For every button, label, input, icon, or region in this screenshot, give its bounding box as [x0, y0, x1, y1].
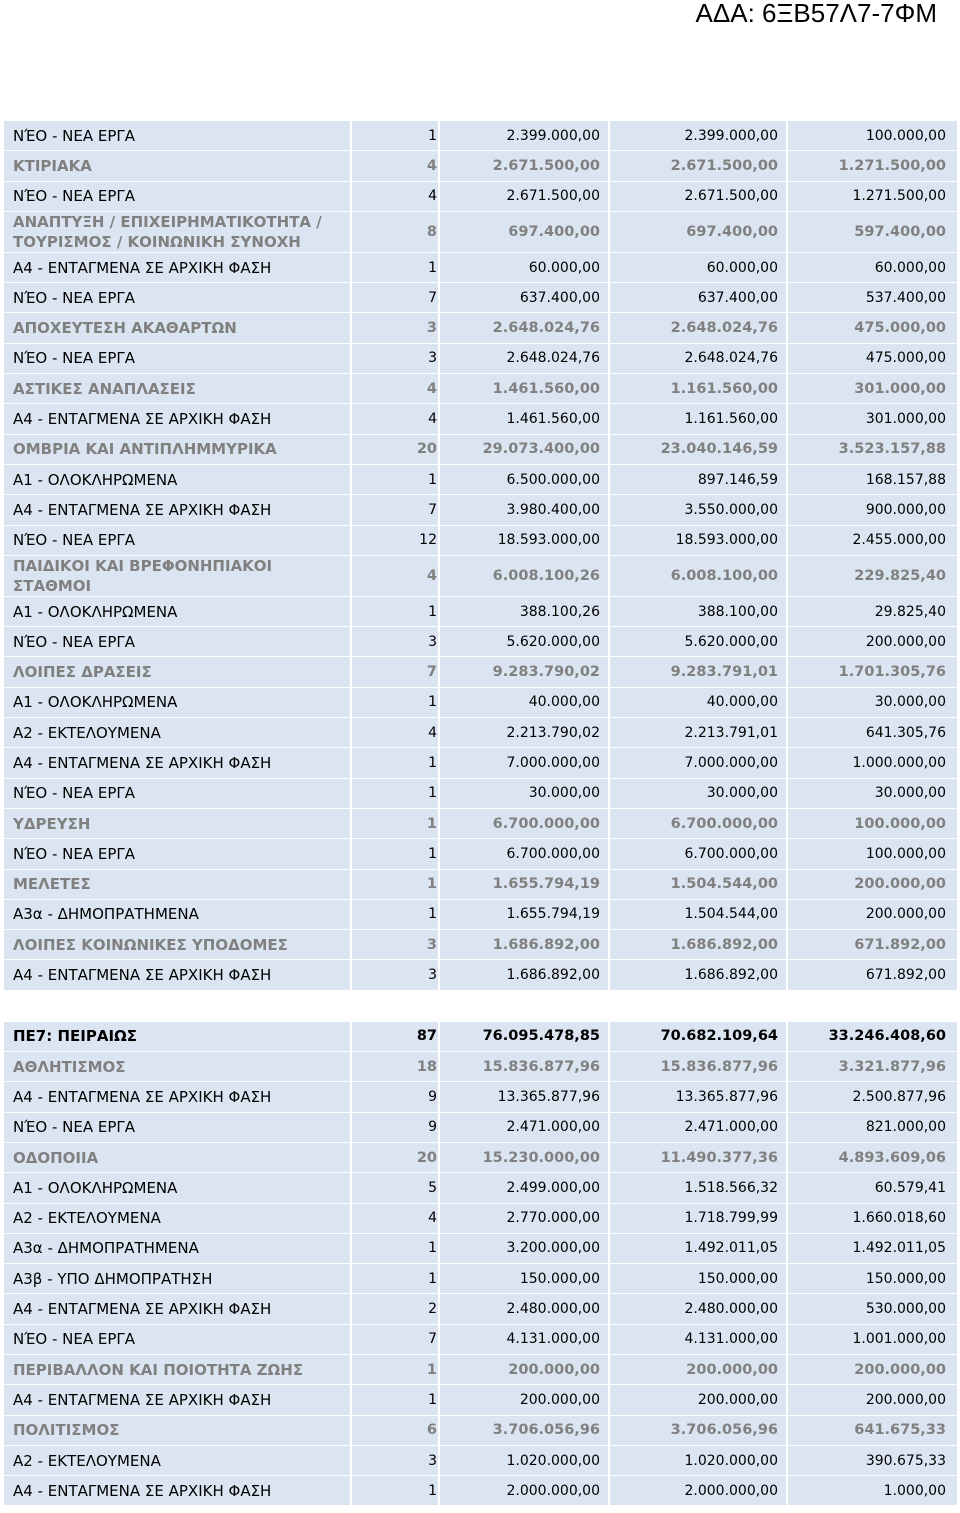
row-name: ΠΟΛΙΤΙΣΜΟΣ: [4, 1416, 352, 1446]
row-count: 1: [352, 597, 440, 627]
row-value-2: 1.504.544,00: [610, 900, 788, 930]
item-row: [4, 1234, 957, 1264]
row-name: Α1 - ΟΛΟΚΛΗΡΩΜΕΝΑ: [4, 1173, 352, 1203]
row-value-3: 100.000,00: [788, 839, 957, 869]
row-value-1: 15.836.877,96: [440, 1052, 610, 1082]
row-count: 1: [352, 1385, 440, 1415]
row-value-1: 4.131.000,00: [440, 1325, 610, 1355]
row-value-2: 150.000,00: [610, 1264, 788, 1294]
item-row: [4, 344, 957, 374]
row-value-1: 2.213.790,02: [440, 718, 610, 748]
row-value-1: 2.770.000,00: [440, 1204, 610, 1234]
row-value-2: 1.504.544,00: [610, 870, 788, 900]
row-value-3: 4.893.609,06: [788, 1143, 957, 1173]
row-value-1: 2.399.000,00: [440, 121, 610, 151]
row-name: Α2 - ΕΚΤΕΛΟΥΜΕΝΑ: [4, 718, 352, 748]
row-value-1: 2.499.000,00: [440, 1173, 610, 1203]
category-row: [4, 809, 957, 839]
row-value-2: 2.671.500,00: [610, 151, 788, 181]
row-value-1: 2.480.000,00: [440, 1294, 610, 1324]
item-row: [4, 900, 957, 930]
row-value-3: 30.000,00: [788, 688, 957, 718]
row-value-2: 2.399.000,00: [610, 121, 788, 151]
row-name: ΠΕ7: ΠΕΙΡΑΙΩΣ: [4, 1022, 352, 1052]
row-value-3: 150.000,00: [788, 1264, 957, 1294]
ada-code: ΑΔΑ: 6ΞΒ57Λ7-7ΦΜ: [695, 0, 937, 28]
category-row: [4, 151, 957, 181]
row-value-1: 3.706.056,96: [440, 1416, 610, 1446]
row-value-1: 1.020.000,00: [440, 1446, 610, 1476]
row-value-1: 200.000,00: [440, 1355, 610, 1385]
row-value-3: 1.271.500,00: [788, 182, 957, 212]
row-value-1: 6.500.000,00: [440, 465, 610, 495]
row-value-2: 1.161.560,00: [610, 404, 788, 434]
row-value-2: 60.000,00: [610, 253, 788, 283]
row-count: 3: [352, 930, 440, 960]
category-row: [4, 657, 957, 687]
row-value-2: 40.000,00: [610, 688, 788, 718]
row-name: ΝΈΟ - ΝΕΑ ΕΡΓΑ: [4, 526, 352, 556]
row-value-1: 2.648.024,76: [440, 313, 610, 343]
row-value-3: 3.321.877,96: [788, 1052, 957, 1082]
row-count: 1: [352, 809, 440, 839]
row-value-2: 2.213.791,01: [610, 718, 788, 748]
row-name: ΑΝΑΠΤΥΞΗ / ΕΠΙΧΕΙΡΗΜΑΤΙΚΟΤΗΤΑ / ΤΟΥΡΙΣΜΟΣ / ΚΟΙΝΩΝΙΚΗ ΣΥΝΟΧΗ: [4, 212, 352, 253]
row-value-2: 637.400,00: [610, 283, 788, 313]
row-name: Α3β - ΥΠΟ ΔΗΜΟΠΡΑΤΗΣΗ: [4, 1264, 352, 1294]
row-count: 1: [352, 839, 440, 869]
category-row: [4, 1355, 957, 1385]
row-value-1: 1.655.794,19: [440, 900, 610, 930]
row-value-1: 150.000,00: [440, 1264, 610, 1294]
row-value-3: 475.000,00: [788, 313, 957, 343]
row-count: 20: [352, 1143, 440, 1173]
row-value-1: 2.000.000,00: [440, 1476, 610, 1506]
row-value-1: 697.400,00: [440, 212, 610, 253]
row-value-1: 2.648.024,76: [440, 344, 610, 374]
row-value-1: 200.000,00: [440, 1385, 610, 1415]
section-spacer: [4, 991, 957, 1022]
row-name: Α4 - ΕΝΤΑΓΜΕΝΑ ΣΕ ΑΡΧΙΚΗ ΦΑΣΗ: [4, 1294, 352, 1324]
row-value-1: 5.620.000,00: [440, 627, 610, 657]
row-value-2: 18.593.000,00: [610, 526, 788, 556]
row-value-2: 7.000.000,00: [610, 748, 788, 778]
row-value-3: 3.523.157,88: [788, 435, 957, 465]
row-name: ΑΘΛΗΤΙΣΜΟΣ: [4, 1052, 352, 1082]
row-value-2: 2.480.000,00: [610, 1294, 788, 1324]
item-row: [4, 1082, 957, 1112]
row-count: 4: [352, 556, 440, 597]
row-value-3: 475.000,00: [788, 344, 957, 374]
row-value-1: 76.095.478,85: [440, 1022, 610, 1052]
item-row: [4, 1204, 957, 1234]
category-row: [4, 870, 957, 900]
row-value-3: 200.000,00: [788, 870, 957, 900]
row-name: ΝΈΟ - ΝΕΑ ΕΡΓΑ: [4, 1113, 352, 1143]
row-name: ΝΈΟ - ΝΕΑ ΕΡΓΑ: [4, 627, 352, 657]
row-value-3: 1.001.000,00: [788, 1325, 957, 1355]
row-count: 2: [352, 1294, 440, 1324]
row-value-2: 3.550.000,00: [610, 495, 788, 525]
row-count: 1: [352, 465, 440, 495]
row-value-2: 1.492.011,05: [610, 1234, 788, 1264]
row-count: 4: [352, 718, 440, 748]
row-value-3: 2.500.877,96: [788, 1082, 957, 1112]
row-value-3: 168.157,88: [788, 465, 957, 495]
row-count: 20: [352, 435, 440, 465]
row-value-1: 1.461.560,00: [440, 404, 610, 434]
row-value-1: 18.593.000,00: [440, 526, 610, 556]
row-value-1: 60.000,00: [440, 253, 610, 283]
row-value-2: 2.648.024,76: [610, 344, 788, 374]
item-row: [4, 1476, 957, 1506]
item-row: [4, 688, 957, 718]
row-count: 3: [352, 313, 440, 343]
row-value-1: 3.200.000,00: [440, 1234, 610, 1264]
row-value-2: 388.100,00: [610, 597, 788, 627]
row-name: ΑΠΟΧΕΥΤΕΣΗ ΑΚΑΘΑΡΤΩΝ: [4, 313, 352, 343]
row-name: ΠΕΡΙΒΑΛΛΟΝ ΚΑΙ ΠΟΙΟΤΗΤΑ ΖΩΗΣ: [4, 1355, 352, 1385]
item-row: [4, 1264, 957, 1294]
row-count: 12: [352, 526, 440, 556]
row-name: Α4 - ΕΝΤΑΓΜΕΝΑ ΣΕ ΑΡΧΙΚΗ ΦΑΣΗ: [4, 1385, 352, 1415]
item-row: [4, 1294, 957, 1324]
item-row: [4, 1325, 957, 1355]
row-name: Α3α - ΔΗΜΟΠΡΑΤΗΜΕΝΑ: [4, 1234, 352, 1264]
category-row: [4, 1052, 957, 1082]
row-count: 3: [352, 960, 440, 990]
row-value-3: 1.000,00: [788, 1476, 957, 1506]
row-value-1: 6.700.000,00: [440, 839, 610, 869]
row-value-2: 200.000,00: [610, 1385, 788, 1415]
item-row: [4, 526, 957, 556]
item-row: [4, 718, 957, 748]
row-value-2: 200.000,00: [610, 1355, 788, 1385]
item-row: [4, 465, 957, 495]
row-value-3: 821.000,00: [788, 1113, 957, 1143]
row-value-1: 9.283.790,02: [440, 657, 610, 687]
item-row: [4, 1173, 957, 1203]
row-value-1: 40.000,00: [440, 688, 610, 718]
row-count: 1: [352, 1264, 440, 1294]
row-value-3: 597.400,00: [788, 212, 957, 253]
row-value-3: 537.400,00: [788, 283, 957, 313]
row-value-2: 1.020.000,00: [610, 1446, 788, 1476]
item-row: [4, 779, 957, 809]
category-row: [4, 1143, 957, 1173]
row-count: 1: [352, 1476, 440, 1506]
row-value-3: 1.701.305,76: [788, 657, 957, 687]
row-value-1: 1.461.560,00: [440, 374, 610, 404]
row-value-2: 13.365.877,96: [610, 1082, 788, 1112]
row-value-2: 30.000,00: [610, 779, 788, 809]
row-value-2: 897.146,59: [610, 465, 788, 495]
row-name: Α4 - ΕΝΤΑΓΜΕΝΑ ΣΕ ΑΡΧΙΚΗ ΦΑΣΗ: [4, 1082, 352, 1112]
item-row: [4, 627, 957, 657]
row-count: 4: [352, 374, 440, 404]
row-count: 9: [352, 1082, 440, 1112]
row-value-3: 30.000,00: [788, 779, 957, 809]
row-name: ΝΈΟ - ΝΕΑ ΕΡΓΑ: [4, 283, 352, 313]
row-name: ΚΤΙΡΙΑΚΑ: [4, 151, 352, 181]
row-value-2: 1.718.799,99: [610, 1204, 788, 1234]
row-value-1: 1.686.892,00: [440, 960, 610, 990]
row-value-2: 2.648.024,76: [610, 313, 788, 343]
item-row: [4, 597, 957, 627]
row-value-2: 697.400,00: [610, 212, 788, 253]
row-value-3: 200.000,00: [788, 1355, 957, 1385]
row-value-3: 60.000,00: [788, 253, 957, 283]
row-name: Α1 - ΟΛΟΚΛΗΡΩΜΕΝΑ: [4, 688, 352, 718]
row-count: 4: [352, 182, 440, 212]
category-row: [4, 930, 957, 960]
row-value-3: 1.492.011,05: [788, 1234, 957, 1264]
row-name: ΝΈΟ - ΝΕΑ ΕΡΓΑ: [4, 121, 352, 151]
category-row: [4, 212, 957, 253]
row-name: ΝΈΟ - ΝΕΑ ΕΡΓΑ: [4, 839, 352, 869]
item-row: [4, 404, 957, 434]
row-value-3: 390.675,33: [788, 1446, 957, 1476]
row-value-3: 900.000,00: [788, 495, 957, 525]
row-value-3: 1.000.000,00: [788, 748, 957, 778]
row-name: ΑΣΤΙΚΕΣ ΑΝΑΠΛΑΣΕΙΣ: [4, 374, 352, 404]
item-row: [4, 253, 957, 283]
item-row: [4, 283, 957, 313]
row-value-1: 30.000,00: [440, 779, 610, 809]
row-value-3: 671.892,00: [788, 930, 957, 960]
row-count: 18: [352, 1052, 440, 1082]
row-value-3: 2.455.000,00: [788, 526, 957, 556]
row-value-2: 6.700.000,00: [610, 839, 788, 869]
category-row: [4, 435, 957, 465]
row-count: 7: [352, 283, 440, 313]
row-value-3: 100.000,00: [788, 121, 957, 151]
row-name: Α4 - ΕΝΤΑΓΜΕΝΑ ΣΕ ΑΡΧΙΚΗ ΦΑΣΗ: [4, 495, 352, 525]
row-count: 6: [352, 1416, 440, 1446]
row-name: ΝΈΟ - ΝΕΑ ΕΡΓΑ: [4, 1325, 352, 1355]
row-name: Α4 - ΕΝΤΑΓΜΕΝΑ ΣΕ ΑΡΧΙΚΗ ΦΑΣΗ: [4, 748, 352, 778]
row-value-2: 1.518.566,32: [610, 1173, 788, 1203]
row-value-2: 6.008.100,00: [610, 556, 788, 597]
row-name: ΥΔΡΕΥΣΗ: [4, 809, 352, 839]
row-name: ΜΕΛΕΤΕΣ: [4, 870, 352, 900]
category-row: [4, 1416, 957, 1446]
row-count: 3: [352, 627, 440, 657]
row-name: Α1 - ΟΛΟΚΛΗΡΩΜΕΝΑ: [4, 465, 352, 495]
row-count: 7: [352, 657, 440, 687]
row-value-1: 2.671.500,00: [440, 151, 610, 181]
item-row: [4, 839, 957, 869]
row-value-2: 1.686.892,00: [610, 960, 788, 990]
region-row: [4, 1022, 957, 1052]
row-name: Α4 - ΕΝΤΑΓΜΕΝΑ ΣΕ ΑΡΧΙΚΗ ΦΑΣΗ: [4, 1476, 352, 1506]
row-count: 1: [352, 748, 440, 778]
row-value-2: 1.161.560,00: [610, 374, 788, 404]
item-row: [4, 182, 957, 212]
row-value-1: 29.073.400,00: [440, 435, 610, 465]
row-value-2: 2.000.000,00: [610, 1476, 788, 1506]
row-value-1: 3.980.400,00: [440, 495, 610, 525]
row-value-1: 388.100,26: [440, 597, 610, 627]
row-name: Α3α - ΔΗΜΟΠΡΑΤΗΜΕΝΑ: [4, 900, 352, 930]
row-value-1: 2.671.500,00: [440, 182, 610, 212]
row-value-2: 4.131.000,00: [610, 1325, 788, 1355]
item-row: [4, 495, 957, 525]
item-row: [4, 121, 957, 151]
row-value-2: 1.686.892,00: [610, 930, 788, 960]
row-count: 8: [352, 212, 440, 253]
row-value-2: 5.620.000,00: [610, 627, 788, 657]
item-row: [4, 748, 957, 778]
row-count: 4: [352, 151, 440, 181]
row-value-2: 70.682.109,64: [610, 1022, 788, 1052]
row-name: ΟΜΒΡΙΑ ΚΑΙ ΑΝΤΙΠΛΗΜΜΥΡΙΚΑ: [4, 435, 352, 465]
row-count: 5: [352, 1173, 440, 1203]
row-value-1: 13.365.877,96: [440, 1082, 610, 1112]
row-value-1: 1.686.892,00: [440, 930, 610, 960]
row-value-3: 229.825,40: [788, 556, 957, 597]
row-value-3: 671.892,00: [788, 960, 957, 990]
row-name: Α4 - ΕΝΤΑΓΜΕΝΑ ΣΕ ΑΡΧΙΚΗ ΦΑΣΗ: [4, 404, 352, 434]
row-count: 1: [352, 779, 440, 809]
row-value-1: 15.230.000,00: [440, 1143, 610, 1173]
category-row: [4, 313, 957, 343]
row-count: 87: [352, 1022, 440, 1052]
row-value-2: 15.836.877,96: [610, 1052, 788, 1082]
row-value-2: 23.040.146,59: [610, 435, 788, 465]
row-name: ΝΈΟ - ΝΕΑ ΕΡΓΑ: [4, 182, 352, 212]
row-count: 7: [352, 495, 440, 525]
row-value-2: 11.490.377,36: [610, 1143, 788, 1173]
row-name: Α4 - ΕΝΤΑΓΜΕΝΑ ΣΕ ΑΡΧΙΚΗ ΦΑΣΗ: [4, 253, 352, 283]
row-value-3: 641.675,33: [788, 1416, 957, 1446]
category-row: [4, 556, 957, 597]
row-name: ΛΟΙΠΕΣ ΚΟΙΝΩΝΙΚΕΣ ΥΠΟΔΟΜΕΣ: [4, 930, 352, 960]
row-name: ΝΈΟ - ΝΕΑ ΕΡΓΑ: [4, 344, 352, 374]
row-count: 1: [352, 900, 440, 930]
row-count: 1: [352, 253, 440, 283]
row-name: Α2 - ΕΚΤΕΛΟΥΜΕΝΑ: [4, 1446, 352, 1476]
row-count: 3: [352, 1446, 440, 1476]
budget-table: [4, 121, 957, 1506]
item-row: [4, 960, 957, 990]
row-value-3: 200.000,00: [788, 900, 957, 930]
row-value-1: 2.471.000,00: [440, 1113, 610, 1143]
row-value-3: 200.000,00: [788, 627, 957, 657]
row-value-1: 637.400,00: [440, 283, 610, 313]
row-value-1: 7.000.000,00: [440, 748, 610, 778]
row-value-3: 641.305,76: [788, 718, 957, 748]
row-count: 9: [352, 1113, 440, 1143]
row-value-2: 6.700.000,00: [610, 809, 788, 839]
row-value-3: 301.000,00: [788, 404, 957, 434]
row-value-2: 2.671.500,00: [610, 182, 788, 212]
row-value-2: 3.706.056,96: [610, 1416, 788, 1446]
row-value-2: 2.471.000,00: [610, 1113, 788, 1143]
item-row: [4, 1385, 957, 1415]
row-count: 1: [352, 1355, 440, 1385]
row-count: 4: [352, 1204, 440, 1234]
row-value-3: 60.579,41: [788, 1173, 957, 1203]
row-name: ΟΔΟΠΟΙΙΑ: [4, 1143, 352, 1173]
row-name: Α1 - ΟΛΟΚΛΗΡΩΜΕΝΑ: [4, 597, 352, 627]
row-value-1: 6.700.000,00: [440, 809, 610, 839]
row-count: 1: [352, 870, 440, 900]
row-value-3: 1.271.500,00: [788, 151, 957, 181]
row-value-3: 29.825,40: [788, 597, 957, 627]
row-value-3: 33.246.408,60: [788, 1022, 957, 1052]
row-count: 1: [352, 121, 440, 151]
row-name: ΠΑΙΔΙΚΟΙ ΚΑΙ ΒΡΕΦΟΝΗΠΙΑΚΟΙ ΣΤΑΘΜΟΙ: [4, 556, 352, 597]
row-value-1: 6.008.100,26: [440, 556, 610, 597]
row-value-3: 100.000,00: [788, 809, 957, 839]
row-count: 3: [352, 344, 440, 374]
row-name: ΛΟΙΠΕΣ ΔΡΑΣΕΙΣ: [4, 657, 352, 687]
item-row: [4, 1113, 957, 1143]
row-value-3: 200.000,00: [788, 1385, 957, 1415]
row-value-1: 1.655.794,19: [440, 870, 610, 900]
row-value-3: 301.000,00: [788, 374, 957, 404]
row-count: 7: [352, 1325, 440, 1355]
row-name: Α4 - ΕΝΤΑΓΜΕΝΑ ΣΕ ΑΡΧΙΚΗ ΦΑΣΗ: [4, 960, 352, 990]
row-count: 1: [352, 1234, 440, 1264]
item-row: [4, 1446, 957, 1476]
category-row: [4, 374, 957, 404]
row-value-2: 9.283.791,01: [610, 657, 788, 687]
row-name: ΝΈΟ - ΝΕΑ ΕΡΓΑ: [4, 779, 352, 809]
row-value-3: 530.000,00: [788, 1294, 957, 1324]
row-value-3: 1.660.018,60: [788, 1204, 957, 1234]
row-count: 4: [352, 404, 440, 434]
row-count: 1: [352, 688, 440, 718]
row-name: Α2 - ΕΚΤΕΛΟΥΜΕΝΑ: [4, 1204, 352, 1234]
